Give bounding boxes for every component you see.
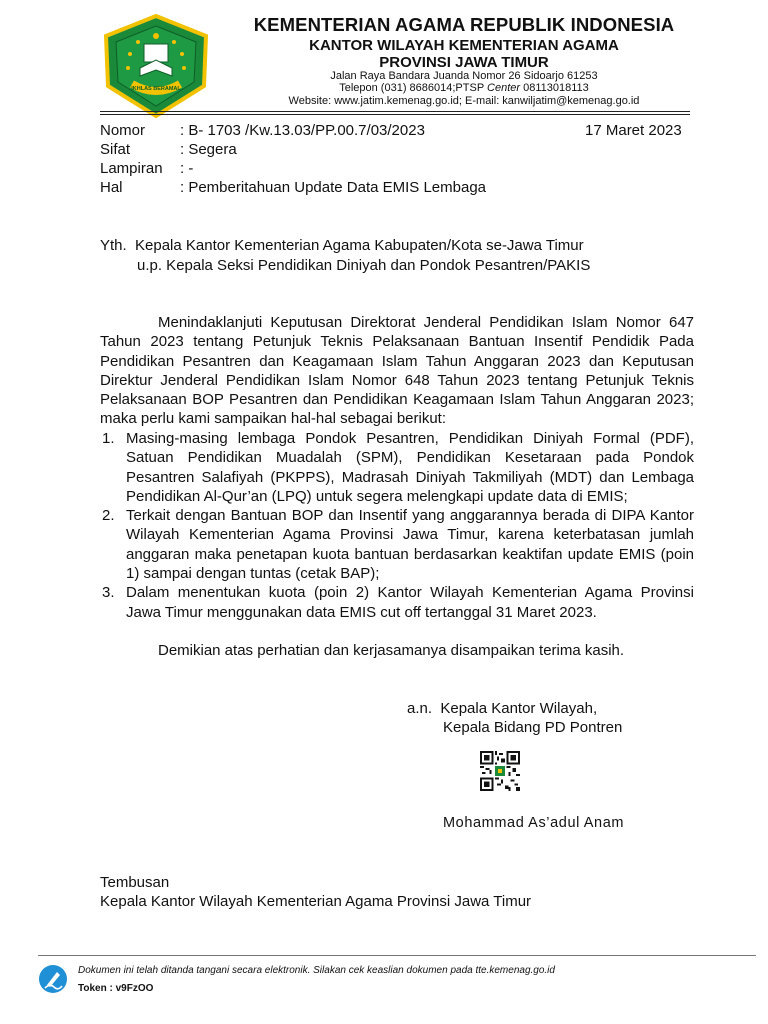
signature-on-behalf: a.n. Kepala Kantor Wilayah,: [407, 700, 598, 717]
office-address: Jalan Raya Bandara Juanda Nomor 26 Sidoarjo 61253: [330, 70, 598, 82]
nomor-value: : B- 1703 /Kw.13.03/PP.00.7/03/2023: [180, 122, 425, 139]
instruction-list: [100, 429, 694, 622]
signature-qr-code: [480, 751, 520, 791]
list-item: [100, 429, 694, 506]
ministry-name: KEMENTERIAN AGAMA REPUBLIK INDONESIA: [253, 14, 675, 35]
tembusan-recipient: Kepala Kantor Wilayah Kementerian Agama Provinsi Jawa Timur: [100, 893, 532, 910]
header-divider-second: [100, 114, 690, 115]
list-item-number: 3.: [102, 584, 115, 602]
kemenag-logo: [102, 14, 210, 118]
tembusan-label: Tembusan: [100, 874, 170, 891]
list-item-text: Terkait dengan Bantuan BOP dan Insentif yang anggarannya berada di DIPA Kantor Wilayah Kementerian Agama Provinsi Jawa Timur, karena keterbatasan jumlah anggaran maka penetapan kuota bantuan berdasarkan keaktifan update EMIS (poin 1) sampai dengan tuntas (cetak BAP);: [126, 507, 694, 583]
signer-name: Mohammad As’adul Anam: [443, 815, 625, 831]
list-item-text: Masing-masing lembaga Pondok Pesantren, Pendidikan Diniyah Formal (PDF), Satuan Pendidikan Muadalah (SPM), Pendidikan Kesetaraan pada Pondok Pesantren Salafiyah (PKPPS), Madrasah Diniyah Takmiliyah (MDT) dan Lembaga Pendidikan Al-Qur’an (LPQ) untuk segera melengkapi update data di EMIS;: [126, 430, 694, 505]
letter-date: 17 Maret 2023: [585, 122, 682, 139]
lampiran-label: Lampiran: [100, 160, 163, 177]
intro-paragraph: Menindaklanjuti Keputusan Direktorat Jenderal Pendidikan Islam Nomor 647 Tahun 2023 tentang Petunjuk Teknis Pelaksanaan Bantuan Insentif Pendidik Pada Pendidikan Pesantren dan Keagamaan Islam Tahun Anggaran 2023 dan Keputusan Direktur Jenderal Pendidikan Islam Nomor 648 Tahun 2023 tentang Petunjuk Teknis Pelaksanaan BOP Pesantren dan Pendidikan Keagamaan Islam Tahun Anggaran 2023; maka perlu kami sampaikan hal-hal sebagai berikut:: [100, 314, 694, 428]
office-phone: Telepon (031) 8686014;PTSP Center 08113018113: [339, 82, 589, 94]
office-name: KANTOR WILAYAH KEMENTERIAN AGAMA: [309, 37, 619, 54]
lampiran-value: : -: [180, 160, 194, 177]
sifat-value: : Segera: [180, 141, 237, 158]
recipient-attention: u.p. Kepala Seksi Pendidikan Diniyah dan Pondok Pesantren/PAKIS: [137, 257, 591, 274]
e-signature-icon: [38, 964, 68, 994]
closing-sentence: Demikian atas perhatian dan kerjasamanya disampaikan terima kasih.: [158, 642, 625, 659]
signature-role: Kepala Bidang PD Pontren: [443, 719, 623, 736]
province-name: PROVINSI JAWA TIMUR: [379, 54, 549, 71]
list-item-number: 1.: [102, 430, 115, 447]
list-item: [100, 583, 694, 622]
hal-label: Hal: [100, 179, 123, 196]
footer-divider: [38, 955, 756, 956]
list-item-text: Dalam menentukan kuota (poin 2) Kantor Wilayah Kementerian Agama Provinsi Jawa Timur menggunakan data EMIS cut off tertanggal 31 Maret 2023.: [126, 584, 694, 621]
list-item-number: 2.: [102, 507, 115, 525]
recipient-line: Yth. Kepala Kantor Kementerian Agama Kabupaten/Kota se-Jawa Timur: [100, 237, 584, 254]
hal-value: : Pemberitahuan Update Data EMIS Lembaga: [180, 179, 487, 196]
nomor-label: Nomor: [100, 122, 146, 139]
logo-motto: IKHLAS BERAMAL: [131, 86, 181, 92]
list-item: [100, 506, 694, 583]
verification-token: Token : v9FzOO: [78, 983, 154, 994]
sifat-label: Sifat: [100, 141, 131, 158]
e-signature-note: Dokumen ini telah ditanda tangani secara elektronik. Silakan cek keaslian dokumen pada tte.kemenag.go.id: [78, 965, 555, 976]
office-web-email: Website: www.jatim.kemenag.go.id; E-mail: kanwiljatim@kemenag.go.id: [288, 95, 640, 107]
header-divider: [100, 111, 690, 112]
